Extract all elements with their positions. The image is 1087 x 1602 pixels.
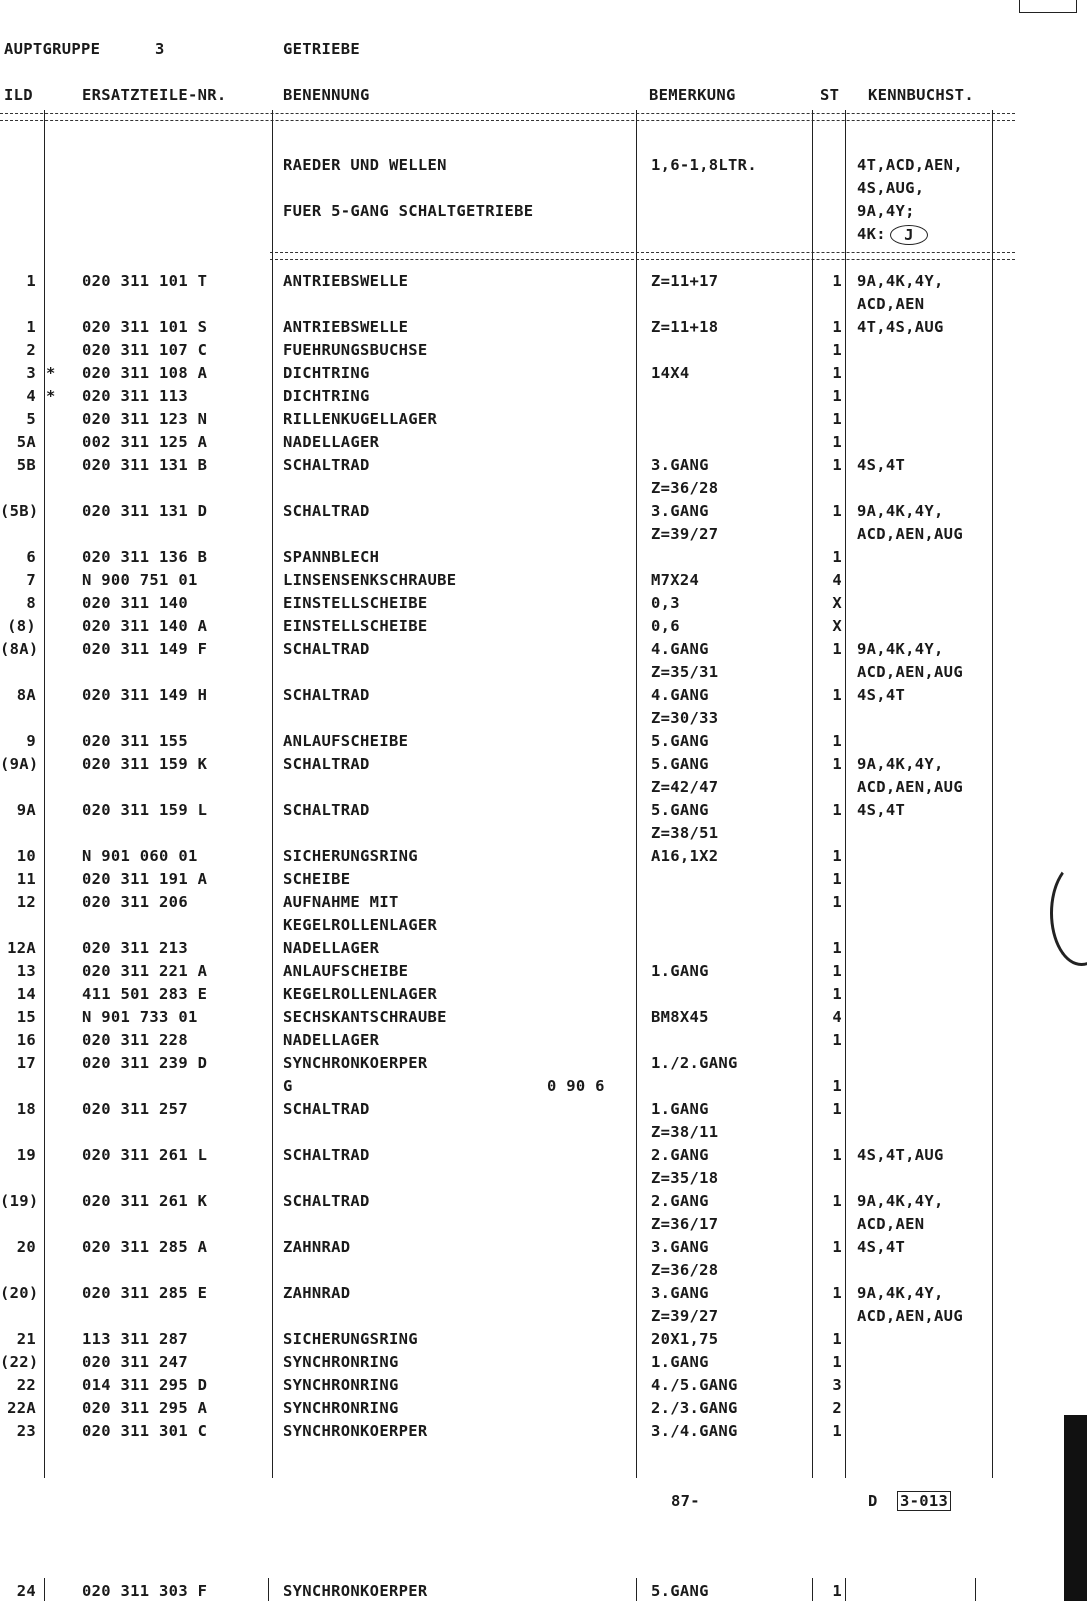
row-bild: 10	[16, 847, 36, 865]
row-designation: NADELLAGER	[283, 433, 380, 451]
row-bild: 5	[26, 410, 36, 428]
row-designation: SYNCHRONKOERPER	[283, 1422, 428, 1440]
row-remark: 0,3	[651, 594, 680, 612]
next-row-st: 1	[832, 1582, 842, 1600]
column-rule	[636, 1578, 637, 1601]
row-designation: SICHERUNGSRING	[283, 1330, 418, 1348]
row-bild: 22	[16, 1376, 36, 1394]
footer-ref: 3-013	[897, 1491, 951, 1511]
row-bild: 4	[26, 387, 36, 405]
column-rule	[845, 1578, 846, 1601]
row-designation: SYNCHRONKOERPER	[283, 1054, 428, 1072]
column-rule	[636, 110, 637, 1478]
section-title: RAEDER UND WELLEN	[283, 156, 447, 174]
row-bild: (5B)	[0, 502, 39, 520]
group-title: GETRIEBE	[283, 40, 361, 58]
row-part-number: 411 501 283 E	[82, 985, 208, 1003]
row-code: 9A,4K,4Y,	[857, 502, 944, 520]
column-rule	[975, 1578, 976, 1601]
col-kb-header: KENNBUCHST.	[868, 86, 974, 104]
row-designation: ZAHNRAD	[283, 1284, 351, 1302]
row-part-number: 020 311 191 A	[82, 870, 208, 888]
row-part-number: 020 311 131 B	[82, 456, 208, 474]
column-rule	[268, 1578, 269, 1601]
row-designation: SYNCHRONRING	[283, 1376, 399, 1394]
row-remark: Z=39/27	[651, 525, 719, 543]
circled-code: J	[890, 225, 928, 245]
row-code: 4S,4T	[857, 1238, 906, 1256]
row-part-number: 020 311 261 L	[82, 1146, 208, 1164]
row-remark: 3.GANG	[651, 1238, 709, 1256]
next-row-bild: 24	[16, 1582, 36, 1600]
row-part-number: 020 311 108 A	[82, 364, 208, 382]
col-nr-header: ERSATZTEILE-NR.	[82, 86, 227, 104]
row-code: 9A,4K,4Y,	[857, 755, 944, 773]
row-quantity: 1	[832, 456, 842, 474]
row-quantity: 1	[832, 847, 842, 865]
row-quantity: 1	[832, 1146, 842, 1164]
row-designation: DICHTRING	[283, 364, 370, 382]
row-designation: LINSENSENKSCHRAUBE	[283, 571, 457, 589]
row-part-number: 020 311 239 D	[82, 1054, 208, 1072]
row-code: ACD,AEN,AUG	[857, 663, 963, 681]
row-bild: (8)	[7, 617, 36, 635]
section-kb-line: 9A,4Y;	[857, 202, 915, 220]
row-part-number: 020 311 221 A	[82, 962, 208, 980]
row-remark: Z=35/31	[651, 663, 719, 681]
row-code: ACD,AEN,AUG	[857, 525, 963, 543]
row-part-number: 020 311 285 A	[82, 1238, 208, 1256]
row-remark: 20X1,75	[651, 1330, 719, 1348]
row-part-number: 002 311 125 A	[82, 433, 208, 451]
col-bem-header: BEMERKUNG	[649, 86, 736, 104]
row-code: 4S,4T	[857, 456, 906, 474]
column-rule	[44, 1578, 45, 1601]
row-remark: 1.GANG	[651, 1353, 709, 1371]
row-remark: Z=30/33	[651, 709, 719, 727]
row-part-number: 020 311 149 F	[82, 640, 208, 658]
row-designation: AUFNAHME MIT	[283, 893, 399, 911]
next-row-nr: 020 311 303 F	[82, 1582, 208, 1600]
scan-artifact-arc	[1050, 860, 1087, 966]
row-bild: 11	[16, 870, 36, 888]
column-rule	[44, 110, 45, 1478]
column-rule	[812, 1578, 813, 1601]
section-remark: 1,6-1,8LTR.	[651, 156, 757, 174]
row-bild: 5A	[16, 433, 36, 451]
row-part-number: 020 311 285 E	[82, 1284, 208, 1302]
row-bild: 13	[16, 962, 36, 980]
row-designation: SECHSKANTSCHRAUBE	[283, 1008, 447, 1026]
row-remark: Z=36/17	[651, 1215, 719, 1233]
row-remark: Z=38/51	[651, 824, 719, 842]
row-designation: KEGELROLLENLAGER	[283, 985, 438, 1003]
row-designation: FUEHRUNGSBUCHSE	[283, 341, 428, 359]
row-quantity: 1	[832, 387, 842, 405]
row-code: ACD,AEN,AUG	[857, 1307, 963, 1325]
row-bild: (22)	[0, 1353, 39, 1371]
row-quantity: 1	[832, 272, 842, 290]
row-remark: 1.GANG	[651, 962, 709, 980]
row-bild: (8A)	[0, 640, 39, 658]
row-quantity: 1	[832, 1077, 842, 1095]
row-quantity: 1	[832, 985, 842, 1003]
row-code: ACD,AEN	[857, 295, 925, 313]
row-bild: (9A)	[0, 755, 39, 773]
row-designation: KEGELROLLENLAGER	[283, 916, 438, 934]
row-part-number: 020 311 136 B	[82, 548, 208, 566]
row-designation: SICHERUNGSRING	[283, 847, 418, 865]
row-designation: ANLAUFSCHEIBE	[283, 732, 409, 750]
row-code: ACD,AEN,AUG	[857, 778, 963, 796]
row-bild: 5B	[16, 456, 36, 474]
row-quantity: 1	[832, 870, 842, 888]
row-part-number: 020 311 159 K	[82, 755, 208, 773]
row-part-number: 113 311 287	[82, 1330, 188, 1348]
row-designation: DICHTRING	[283, 387, 370, 405]
row-quantity: 1	[832, 893, 842, 911]
row-remark: 3./4.GANG	[651, 1422, 738, 1440]
row-bild: 12	[16, 893, 36, 911]
row-part-number: 014 311 295 D	[82, 1376, 208, 1394]
row-quantity: 4	[832, 1008, 842, 1026]
row-part-number: 020 311 206	[82, 893, 188, 911]
row-designation: ANTRIEBSWELLE	[283, 272, 409, 290]
row-designation: SYNCHRONRING	[283, 1353, 399, 1371]
section-kb-line: 4S,AUG,	[857, 179, 925, 197]
row-designation: NADELLAGER	[283, 939, 380, 957]
row-quantity: 4	[832, 571, 842, 589]
row-quantity: 1	[832, 1422, 842, 1440]
row-designation: ANLAUFSCHEIBE	[283, 962, 409, 980]
row-designation: SCHALTRAD	[283, 686, 370, 704]
row-quantity: 1	[832, 1353, 842, 1371]
row-designation: EINSTELLSCHEIBE	[283, 594, 428, 612]
row-remark: 4.GANG	[651, 686, 709, 704]
section-kb-line-circle	[857, 223, 928, 245]
row-designation: SCHEIBE	[283, 870, 351, 888]
row-part-number: 020 311 261 K	[82, 1192, 208, 1210]
row-code: 9A,4K,4Y,	[857, 640, 944, 658]
row-code: 9A,4K,4Y,	[857, 272, 944, 290]
row-quantity: 1	[832, 1284, 842, 1302]
row-part-number: N 900 751 01	[82, 571, 198, 589]
row-part-number: 020 311 257	[82, 1100, 188, 1118]
row-remark: Z=35/18	[651, 1169, 719, 1187]
row-part-number: 020 311 140 A	[82, 617, 208, 635]
row-quantity: 1	[832, 640, 842, 658]
row-star-marker: *	[46, 364, 56, 382]
row-quantity: 1	[832, 318, 842, 336]
row-part-number: 020 311 295 A	[82, 1399, 208, 1417]
row-remark: Z=11+17	[651, 272, 719, 290]
row-bild: 1	[26, 318, 36, 336]
row-remark: 14X4	[651, 364, 690, 382]
row-remark: 4./5.GANG	[651, 1376, 738, 1394]
row-remark: M7X24	[651, 571, 700, 589]
row-remark: 3.GANG	[651, 502, 709, 520]
row-bild: 23	[16, 1422, 36, 1440]
row-designation: SCHALTRAD	[283, 801, 370, 819]
col-bild-header: ILD	[4, 86, 33, 104]
row-designation: SCHALTRAD	[283, 456, 370, 474]
row-part-number: 020 311 140	[82, 594, 188, 612]
footer-d-label: D	[868, 1492, 878, 1510]
row-part-number: 020 311 101 T	[82, 272, 208, 290]
section-kb-line: 4K:	[857, 225, 886, 243]
footer-ref-box	[897, 1492, 951, 1510]
corner-box	[1019, 0, 1077, 13]
column-rule	[845, 110, 846, 1478]
row-designation: RILLENKUGELLAGER	[283, 410, 438, 428]
row-remark: Z=38/11	[651, 1123, 719, 1141]
row-quantity: 1	[832, 548, 842, 566]
row-remark: 3.GANG	[651, 456, 709, 474]
row-bild: 7	[26, 571, 36, 589]
next-row-bem: 5.GANG	[651, 1582, 709, 1600]
row-designation: ZAHNRAD	[283, 1238, 351, 1256]
row-star-marker: *	[46, 387, 56, 405]
row-designation: ANTRIEBSWELLE	[283, 318, 409, 336]
row-bild: 12A	[7, 939, 36, 957]
row-part-number: 020 311 301 C	[82, 1422, 208, 1440]
row-quantity: X	[832, 594, 842, 612]
row-part-number: 020 311 213	[82, 939, 188, 957]
row-quantity: 1	[832, 755, 842, 773]
row-remark: 2.GANG	[651, 1146, 709, 1164]
row-extra-note: 0 90 6	[547, 1077, 605, 1095]
row-bild: 21	[16, 1330, 36, 1348]
row-remark: BM8X45	[651, 1008, 709, 1026]
row-part-number: 020 311 228	[82, 1031, 188, 1049]
row-bild: 22A	[7, 1399, 36, 1417]
row-remark: Z=36/28	[651, 479, 719, 497]
row-designation: SPANNBLECH	[283, 548, 380, 566]
row-quantity: 1	[832, 686, 842, 704]
col-ben-header: BENENNUNG	[283, 86, 370, 104]
row-part-number: 020 311 159 L	[82, 801, 208, 819]
row-bild: 19	[16, 1146, 36, 1164]
row-quantity: 1	[832, 433, 842, 451]
row-remark: Z=11+18	[651, 318, 719, 336]
row-remark: 5.GANG	[651, 755, 709, 773]
row-designation: SCHALTRAD	[283, 1146, 370, 1164]
row-code: 4S,4T	[857, 686, 906, 704]
header-divider	[0, 113, 1015, 121]
row-remark: 2.GANG	[651, 1192, 709, 1210]
row-part-number: 020 311 113	[82, 387, 188, 405]
row-designation: SYNCHRONRING	[283, 1399, 399, 1417]
row-bild: 2	[26, 341, 36, 359]
row-part-number: 020 311 107 C	[82, 341, 208, 359]
row-bild: 8	[26, 594, 36, 612]
row-bild: 3	[26, 364, 36, 382]
row-quantity: 1	[832, 1100, 842, 1118]
row-bild: 14	[16, 985, 36, 1003]
row-designation: SCHALTRAD	[283, 1192, 370, 1210]
row-bild: (20)	[0, 1284, 39, 1302]
column-rule	[272, 110, 273, 1478]
row-code: 4S,4T,AUG	[857, 1146, 944, 1164]
page-number: 87-	[671, 1492, 700, 1510]
column-rule	[992, 110, 993, 1478]
row-part-number: 020 311 131 D	[82, 502, 208, 520]
row-code: 9A,4K,4Y,	[857, 1284, 944, 1302]
row-quantity: 1	[832, 1031, 842, 1049]
row-bild: 1	[26, 272, 36, 290]
scan-edge-bar	[1064, 1415, 1087, 1601]
col-st-header: ST	[820, 86, 840, 104]
row-part-number: 020 311 101 S	[82, 318, 208, 336]
section-kb-line: 4T,ACD,AEN,	[857, 156, 963, 174]
row-bild: (19)	[0, 1192, 39, 1210]
row-bild: 16	[16, 1031, 36, 1049]
row-remark: Z=39/27	[651, 1307, 719, 1325]
row-designation: SCHALTRAD	[283, 502, 370, 520]
row-bild: 18	[16, 1100, 36, 1118]
row-remark: Z=42/47	[651, 778, 719, 796]
row-quantity: 1	[832, 939, 842, 957]
row-quantity: 1	[832, 1192, 842, 1210]
next-row-ben: SYNCHRONKOERPER	[283, 1582, 428, 1600]
row-quantity: 3	[832, 1376, 842, 1394]
row-remark: A16,1X2	[651, 847, 719, 865]
row-quantity: 1	[832, 1238, 842, 1256]
row-quantity: 2	[832, 1399, 842, 1417]
row-designation: SCHALTRAD	[283, 640, 370, 658]
row-bild: 6	[26, 548, 36, 566]
row-remark: 0,6	[651, 617, 680, 635]
row-remark: 2./3.GANG	[651, 1399, 738, 1417]
row-quantity: 1	[832, 410, 842, 428]
row-designation: SCHALTRAD	[283, 1100, 370, 1118]
row-remark: 1.GANG	[651, 1100, 709, 1118]
row-quantity: 1	[832, 732, 842, 750]
row-remark: 4.GANG	[651, 640, 709, 658]
row-bild: 9A	[16, 801, 36, 819]
column-rule	[812, 110, 813, 1478]
row-remark: Z=36/28	[651, 1261, 719, 1279]
row-code: ACD,AEN	[857, 1215, 925, 1233]
row-bild: 8A	[16, 686, 36, 704]
row-part-number: N 901 733 01	[82, 1008, 198, 1026]
row-part-number: 020 311 155	[82, 732, 188, 750]
row-quantity: 1	[832, 364, 842, 382]
row-part-number: 020 311 123 N	[82, 410, 208, 428]
row-quantity: 1	[832, 962, 842, 980]
row-remark: 5.GANG	[651, 801, 709, 819]
row-code: 4T,4S,AUG	[857, 318, 944, 336]
row-remark: 1./2.GANG	[651, 1054, 738, 1072]
row-designation: G	[283, 1077, 293, 1095]
row-remark: 5.GANG	[651, 732, 709, 750]
row-code: 4S,4T	[857, 801, 906, 819]
row-quantity: 1	[832, 341, 842, 359]
row-quantity: 1	[832, 502, 842, 520]
row-part-number: 020 311 247	[82, 1353, 188, 1371]
group-label: AUPTGRUPPE	[4, 40, 101, 58]
row-quantity: 1	[832, 1330, 842, 1348]
row-remark: 3.GANG	[651, 1284, 709, 1302]
row-designation: EINSTELLSCHEIBE	[283, 617, 428, 635]
row-part-number: 020 311 149 H	[82, 686, 208, 704]
section-divider	[270, 252, 1015, 260]
row-quantity: X	[832, 617, 842, 635]
row-bild: 9	[26, 732, 36, 750]
section-subtitle: FUER 5-GANG SCHALTGETRIEBE	[283, 202, 534, 220]
row-bild: 15	[16, 1008, 36, 1026]
row-bild: 17	[16, 1054, 36, 1072]
row-bild: 20	[16, 1238, 36, 1256]
row-designation: NADELLAGER	[283, 1031, 380, 1049]
row-part-number: N 901 060 01	[82, 847, 198, 865]
row-quantity: 1	[832, 801, 842, 819]
row-code: 9A,4K,4Y,	[857, 1192, 944, 1210]
group-number: 3	[155, 40, 165, 58]
row-designation: SCHALTRAD	[283, 755, 370, 773]
